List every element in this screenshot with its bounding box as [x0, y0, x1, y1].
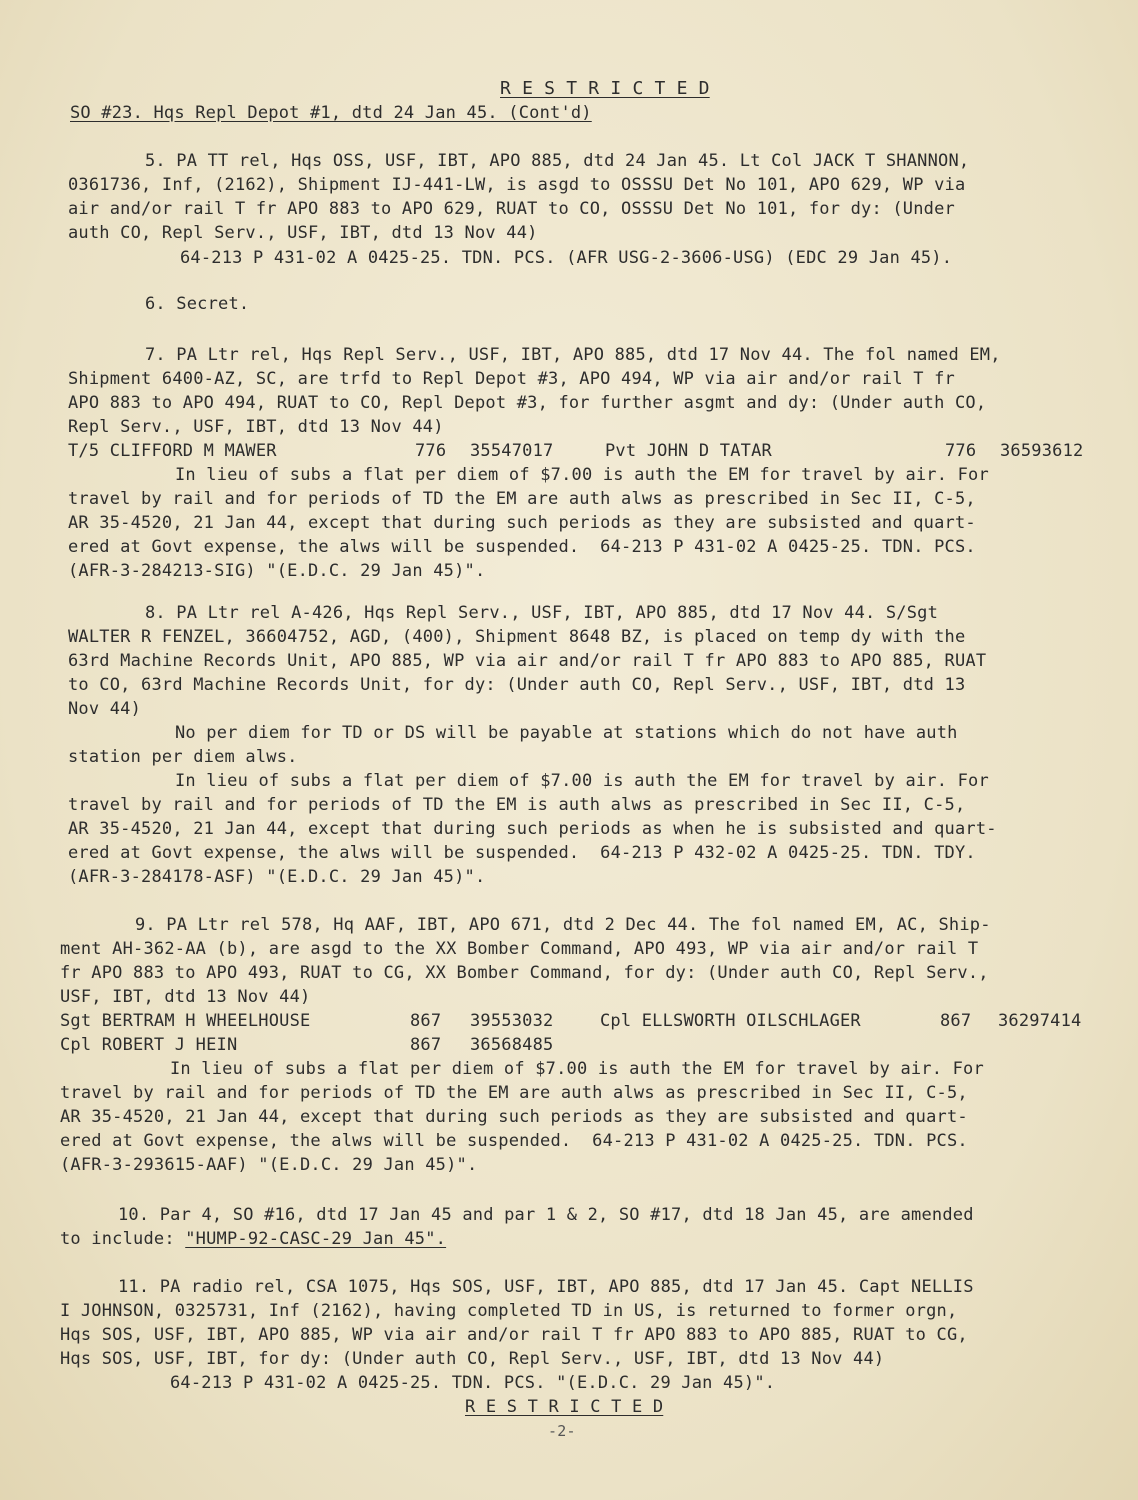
- roster-name: Pvt JOHN D TATAR: [605, 441, 772, 461]
- roster-mos: 776: [415, 441, 447, 461]
- para9-perdiem-line1: In lieu of subs a flat per diem of $7.00 is auth the EM for travel by air. For: [170, 1059, 984, 1079]
- roster-mos: 867: [940, 1011, 972, 1031]
- para9-line2: ment AH-362-AA (b), are asgd to the XX Bomber Command, APO 493, WP via air and/or rail T: [60, 939, 979, 959]
- para8-perdiem-line4: ered at Govt expense, the alws will be suspended. 64-213 P 432-02 A 0425-25. TDN. TDY.: [68, 843, 976, 863]
- para7-perdiem-line4: ered at Govt expense, the alws will be suspended. 64-213 P 431-02 A 0425-25. TDN. PCS.: [68, 537, 976, 557]
- para11-line1: 11. PA radio rel, CSA 1075, Hqs SOS, USF, IBT, APO 885, dtd 17 Jan 45. Capt NELLIS: [118, 1277, 974, 1297]
- order-reference-line: SO #23. Hqs Repl Depot #1, dtd 24 Jan 45. (Cont'd): [70, 103, 592, 123]
- para8-perdiem-line1: In lieu of subs a flat per diem of $7.00 is auth the EM for travel by air. For: [175, 771, 989, 791]
- para10-line2: [60, 1228, 446, 1250]
- para8-line5: Nov 44): [68, 699, 142, 719]
- para5-line4: auth CO, Repl Serv., USF, IBT, dtd 13 Nov 44): [68, 223, 538, 243]
- restricted-footer: R E S T R I C T E D: [465, 1397, 664, 1417]
- para7-line2: Shipment 6400-AZ, SC, are trfd to Repl Depot #3, APO 494, WP via air and/or rail T fr: [68, 369, 955, 389]
- para9-perdiem-line3: AR 35-4520, 21 Jan 44, except that during such periods as they are subsisted and quart-: [60, 1107, 968, 1127]
- para7-perdiem-line5: (AFR-3-284213-SIG) "(E.D.C. 29 Jan 45)".: [68, 561, 486, 581]
- para5-fund-line: 64-213 P 431-02 A 0425-25. TDN. PCS. (AFR USG-2-3606-USG) (EDC 29 Jan 45).: [180, 248, 953, 268]
- para5-line2: 0361736, Inf, (2162), Shipment IJ-441-LW, is asgd to OSSSU Det No 101, APO 629, WP via: [68, 175, 966, 195]
- para10-line1: 10. Par 4, SO #16, dtd 17 Jan 45 and par 1 & 2, SO #17, dtd 18 Jan 45, are amended: [118, 1205, 974, 1225]
- para5-line3: air and/or rail T fr APO 883 to APO 629, RUAT to CO, OSSSU Det No 101, for dy: (Under: [68, 199, 955, 219]
- para6-secret: 6. Secret.: [145, 294, 250, 314]
- para8-line2: WALTER R FENZEL, 36604752, AGD, (400), Shipment 8648 BZ, is placed on temp dy with the: [68, 627, 966, 647]
- para8-line3: 63rd Machine Records Unit, APO 885, WP via air and/or rail T fr APO 883 to APO 885, RUAT: [68, 651, 987, 671]
- para8-nopd-line2: station per diem alws.: [68, 747, 298, 767]
- roster-name: Sgt BERTRAM H WHEELHOUSE: [60, 1011, 311, 1031]
- para7-line4: Repl Serv., USF, IBT, dtd 13 Nov 44): [68, 417, 444, 437]
- para11-line2: I JOHNSON, 0325731, Inf (2162), having completed TD in US, is returned to former orgn,: [60, 1301, 958, 1321]
- roster-serial: 35547017: [470, 441, 554, 461]
- roster-serial: 36593612: [1000, 441, 1084, 461]
- para5-line1: 5. PA TT rel, Hqs OSS, USF, IBT, APO 885, dtd 24 Jan 45. Lt Col JACK T SHANNON,: [145, 151, 970, 171]
- para8-line4: to CO, 63rd Machine Records Unit, for dy: (Under auth CO, Repl Serv., USF, IBT, dtd 13: [68, 675, 966, 695]
- para9-perdiem-line4: ered at Govt expense, the alws will be suspended. 64-213 P 431-02 A 0425-25. TDN. PCS.: [60, 1131, 968, 1151]
- para11-fund-line: 64-213 P 431-02 A 0425-25. TDN. PCS. "(E.D.C. 29 Jan 45)".: [170, 1373, 776, 1393]
- para8-perdiem-line2: travel by rail and for periods of TD the EM is auth alws as prescribed in Sec II, C-5,: [68, 795, 966, 815]
- para9-perdiem-line2: travel by rail and for periods of TD the EM are auth alws as prescribed in Sec II, C-5,: [60, 1083, 968, 1103]
- para7-perdiem-line1: In lieu of subs a flat per diem of $7.00 is auth the EM for travel by air. For: [175, 465, 989, 485]
- hump-code: "HUMP-92-CASC-29 Jan 45".: [185, 1229, 447, 1249]
- roster-name: Cpl ROBERT J HEIN: [60, 1035, 238, 1055]
- para9-line3: fr APO 883 to APO 493, RUAT to CG, XX Bomber Command, for dy: (Under auth CO, Repl Serv.,: [60, 963, 989, 983]
- para8-line1: 8. PA Ltr rel A-426, Hqs Repl Serv., USF, IBT, APO 885, dtd 17 Nov 44. S/Sgt: [145, 603, 939, 623]
- para7-line1: 7. PA Ltr rel, Hqs Repl Serv., USF, IBT, APO 885, dtd 17 Nov 44. The fol named EM,: [145, 345, 1001, 365]
- para9-line4: USF, IBT, dtd 13 Nov 44): [60, 987, 311, 1007]
- para7-line3: APO 883 to APO 494, RUAT to CO, Repl Depot #3, for further asgmt and dy: (Under auth CO,: [68, 393, 987, 413]
- roster-mos: 867: [410, 1011, 442, 1031]
- roster-mos: 867: [410, 1035, 442, 1055]
- restricted-header: R E S T R I C T E D: [500, 78, 710, 99]
- para8-nopd-line1: No per diem for TD or DS will be payable at stations which do not have auth: [175, 723, 958, 743]
- para11-line4: Hqs SOS, USF, IBT, for dy: (Under auth CO, Repl Serv., USF, IBT, dtd 13 Nov 44): [60, 1349, 885, 1369]
- para8-perdiem-line3: AR 35-4520, 21 Jan 44, except that during such periods as when he is subsisted and quart-: [68, 819, 997, 839]
- para7-perdiem-line3: AR 35-4520, 21 Jan 44, except that during such periods as they are subsisted and quart-: [68, 513, 976, 533]
- roster-serial: 36297414: [998, 1011, 1082, 1031]
- para11-line3: Hqs SOS, USF, IBT, APO 885, WP via air and/or rail T fr APO 883 to APO 885, RUAT to CG,: [60, 1325, 968, 1345]
- para9-line1: 9. PA Ltr rel 578, Hq AAF, IBT, APO 671, dtd 2 Dec 44. The fol named EM, AC, Ship-: [135, 915, 991, 935]
- page-number: -2-: [548, 1422, 576, 1440]
- roster-name: T/5 CLIFFORD M MAWER: [68, 441, 277, 461]
- para9-perdiem-line5: (AFR-3-293615-AAF) "(E.D.C. 29 Jan 45)".: [60, 1155, 478, 1175]
- para10-prefix: to include:: [60, 1229, 186, 1249]
- para7-perdiem-line2: travel by rail and for periods of TD the EM are auth alws as prescribed in Sec II, C-5,: [68, 489, 976, 509]
- roster-serial: 36568485: [470, 1035, 554, 1055]
- roster-name: Cpl ELLSWORTH OILSCHLAGER: [600, 1011, 861, 1031]
- para8-perdiem-line5: (AFR-3-284178-ASF) "(E.D.C. 29 Jan 45)".: [68, 867, 486, 887]
- roster-serial: 39553032: [470, 1011, 554, 1031]
- roster-mos: 776: [945, 441, 977, 461]
